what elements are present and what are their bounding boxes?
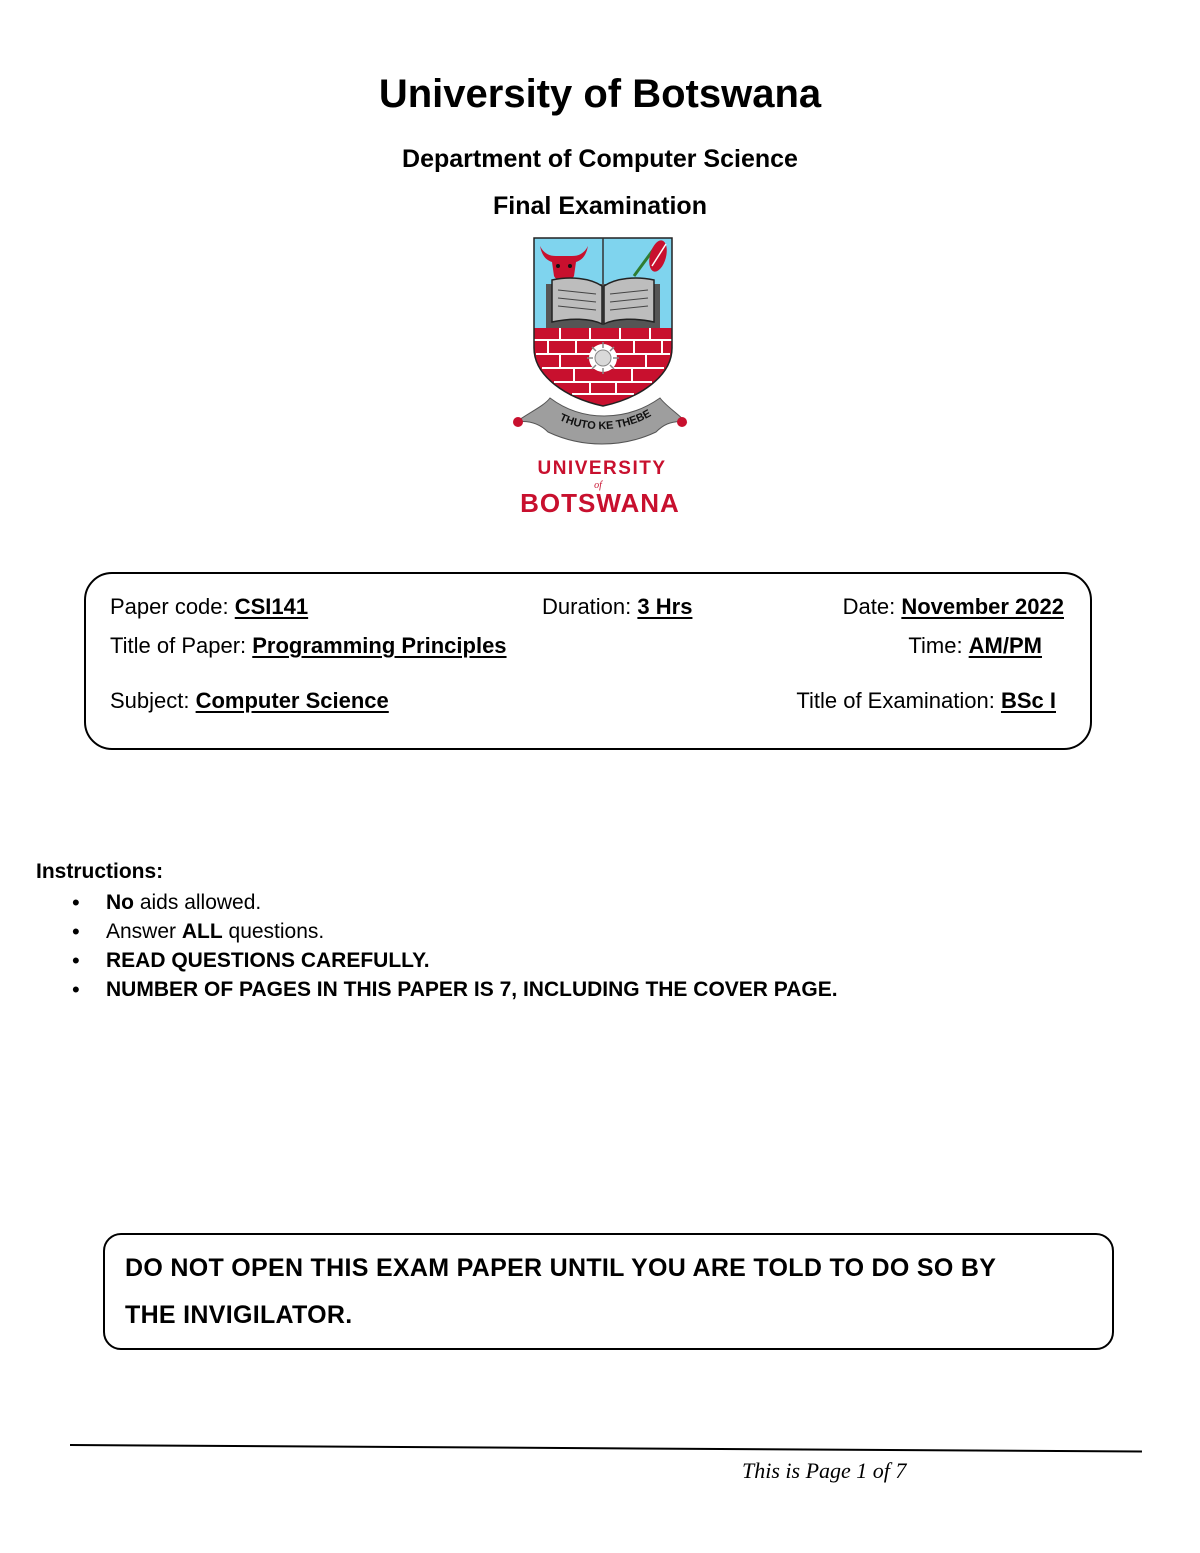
wordmark-of: of: [594, 480, 602, 491]
exam-title-value: BSc I: [1000, 688, 1056, 713]
time-value: AM/PM: [968, 633, 1042, 658]
instruction-item: • READ QUESTIONS CAREFULLY.: [72, 946, 838, 975]
exam-title-field: Title of Examination: BSc I: [796, 688, 1056, 713]
subject-field: Subject: Computer Science: [110, 688, 389, 713]
exam-type-title: Final Examination: [493, 192, 707, 220]
instruction-item: • NUMBER OF PAGES IN THIS PAPER IS 7, INCLUDING THE COVER PAGE.: [72, 975, 838, 1004]
open-book-icon: [546, 278, 660, 328]
warning-box: [103, 1233, 1114, 1350]
instructions-heading: Instructions:: [36, 860, 164, 883]
page-indicator: This is Page 1 of 7: [742, 1458, 907, 1483]
subject-value: Computer Science: [195, 688, 389, 713]
warning-line-1: DO NOT OPEN THIS EXAM PAPER UNTIL YOU ARE TOLD TO DO SO BY: [125, 1254, 997, 1282]
date-value: November 2022: [901, 594, 1064, 619]
paper-info-box: [84, 572, 1092, 750]
instructions-list: [72, 888, 838, 1004]
department-title: Department of Computer Science: [402, 145, 798, 173]
wordmark-university: UNIVERSITY: [537, 458, 667, 479]
time-field: Time: AM/PM: [908, 633, 1042, 658]
paper-title-value: Programming Principles: [252, 633, 507, 658]
duration-value: 3 Hrs: [637, 594, 693, 619]
warning-line-2: THE INVIGILATOR.: [125, 1301, 353, 1329]
wordmark-botswana: BOTSWANA: [520, 488, 680, 518]
paper-title-field: Title of Paper: Programming Principles: [110, 633, 507, 658]
university-title: University of Botswana: [378, 72, 822, 116]
instruction-item: • No aids allowed.: [72, 888, 838, 917]
footer-divider: [70, 1444, 1142, 1453]
duration-field: Duration: 3 Hrs: [542, 594, 693, 619]
paper-code-field: Paper code: CSI141: [110, 594, 309, 619]
university-logo: [510, 236, 690, 526]
crest-graphic: [510, 236, 690, 526]
instruction-item: • Answer ALL questions.: [72, 917, 838, 946]
motto-text: THUTO KE THEBE: [557, 407, 654, 433]
date-field: Date: November 2022: [842, 594, 1064, 619]
paper-code-value: CSI141: [234, 594, 309, 619]
